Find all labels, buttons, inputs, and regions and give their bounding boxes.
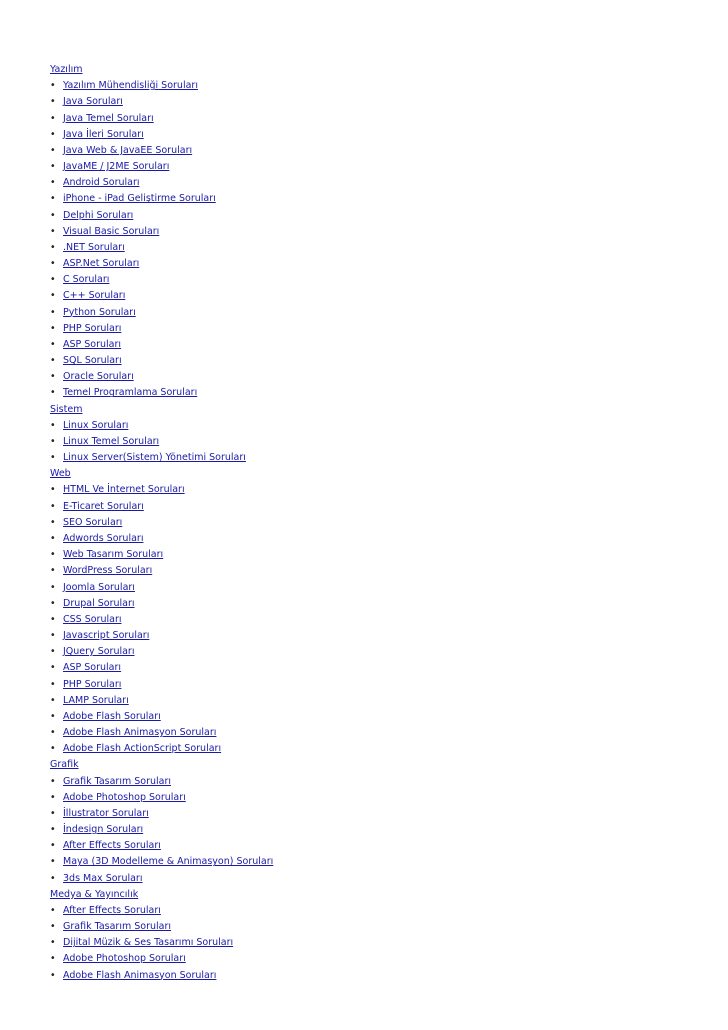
link-i-ndesign-sorulari[interactable]: İndesign Soruları bbox=[63, 824, 144, 836]
list-item bbox=[50, 660, 690, 676]
bullet-icon: • bbox=[50, 452, 56, 464]
bullet-icon: • bbox=[50, 872, 56, 884]
list-item bbox=[50, 78, 690, 94]
link-adobe-photoshop-sorulari[interactable]: Adobe Photoshop Soruları bbox=[63, 791, 186, 803]
list-item bbox=[50, 563, 690, 579]
link-asp-sorulari[interactable]: ASP Soruları bbox=[63, 662, 122, 674]
bullet-icon: • bbox=[50, 743, 56, 755]
list-item bbox=[50, 741, 690, 757]
list-item bbox=[50, 499, 690, 515]
section-heading-grafik[interactable]: Grafik bbox=[50, 759, 79, 771]
bullet-icon: • bbox=[50, 791, 56, 803]
link-c-sorulari[interactable]: C++ Soruları bbox=[63, 290, 126, 302]
list-item bbox=[50, 531, 690, 547]
bullet-icon: • bbox=[50, 306, 56, 318]
list-item bbox=[50, 677, 690, 693]
bullet-icon: • bbox=[50, 710, 56, 722]
bullet-icon: • bbox=[50, 613, 56, 625]
list-item bbox=[50, 903, 690, 919]
bullet-icon: • bbox=[50, 258, 56, 270]
bullet-icon: • bbox=[50, 322, 56, 334]
bullet-icon: • bbox=[50, 694, 56, 706]
list-item bbox=[50, 94, 690, 110]
bullet-icon: • bbox=[50, 96, 56, 108]
bullet-icon: • bbox=[50, 969, 56, 981]
list-item bbox=[50, 256, 690, 272]
link-yazilim-muhendisligi-sorulari[interactable]: Yazılım Mühendisliği Soruları bbox=[63, 80, 198, 92]
bullet-icon: • bbox=[50, 161, 56, 173]
link-java-temel-sorulari[interactable]: Java Temel Soruları bbox=[63, 112, 154, 124]
list-item bbox=[50, 580, 690, 596]
bullet-icon: • bbox=[50, 419, 56, 431]
list-item bbox=[50, 369, 690, 385]
list-item bbox=[50, 127, 690, 143]
list-item bbox=[50, 240, 690, 256]
link-css-sorulari[interactable]: CSS Soruları bbox=[63, 613, 122, 625]
link-javascript-sorulari[interactable]: Javascript Soruları bbox=[63, 630, 150, 642]
link-java-web-javaee-sorulari[interactable]: Java Web & JavaEE Soruları bbox=[63, 144, 193, 156]
section-heading-web[interactable]: Web bbox=[50, 468, 71, 480]
bullet-icon: • bbox=[50, 274, 56, 286]
bullet-icon: • bbox=[50, 435, 56, 447]
section-heading-sistem[interactable]: Sistem bbox=[50, 403, 83, 415]
bullet-icon: • bbox=[50, 500, 56, 512]
list-item bbox=[50, 596, 690, 612]
bullet-icon: • bbox=[50, 921, 56, 933]
link-maya-3d-modelleme-animasyon-sorulari[interactable]: Maya (3D Modelleme & Animasyon) Soruları bbox=[63, 856, 274, 868]
list-item bbox=[50, 385, 690, 401]
link-adobe-photoshop-sorulari[interactable]: Adobe Photoshop Soruları bbox=[63, 953, 186, 965]
link-adwords-sorulari[interactable]: Adwords Soruları bbox=[63, 532, 144, 544]
link-after-effects-sorulari[interactable]: After Effects Soruları bbox=[63, 840, 161, 852]
list-item bbox=[50, 482, 690, 498]
link-visual-basic-sorulari[interactable]: Visual Basic Soruları bbox=[63, 225, 160, 237]
list-item bbox=[50, 208, 690, 224]
list-item bbox=[50, 337, 690, 353]
bullet-icon: • bbox=[50, 678, 56, 690]
bullet-icon: • bbox=[50, 727, 56, 739]
bullet-icon: • bbox=[50, 662, 56, 674]
bullet-icon: • bbox=[50, 775, 56, 787]
link-javame-j2me-sorulari[interactable]: JavaME / J2ME Soruları bbox=[63, 161, 170, 173]
bullet-icon: • bbox=[50, 355, 56, 367]
bullet-icon: • bbox=[50, 840, 56, 852]
bullet-icon: • bbox=[50, 80, 56, 92]
bullet-icon: • bbox=[50, 824, 56, 836]
link-linux-sorulari[interactable]: Linux Soruları bbox=[63, 419, 129, 431]
list-item bbox=[50, 159, 690, 175]
list-item bbox=[50, 305, 690, 321]
list-item bbox=[50, 321, 690, 337]
list-item bbox=[50, 612, 690, 628]
link-java-sorulari[interactable]: Java Soruları bbox=[63, 96, 123, 108]
list-item bbox=[50, 450, 690, 466]
bullet-icon: • bbox=[50, 856, 56, 868]
link-android-sorulari[interactable]: Android Soruları bbox=[63, 177, 140, 189]
bullet-icon: • bbox=[50, 904, 56, 916]
list-item bbox=[50, 143, 690, 159]
link-linux-temel-sorulari[interactable]: Linux Temel Soruları bbox=[63, 435, 160, 447]
link-asp-net-sorulari[interactable]: ASP.Net Soruları bbox=[63, 258, 140, 270]
bullet-icon: • bbox=[50, 532, 56, 544]
list-item bbox=[50, 709, 690, 725]
bullet-icon: • bbox=[50, 112, 56, 124]
link-seo-sorulari[interactable]: SEO Soruları bbox=[63, 516, 123, 528]
link-wordpress-sorulari[interactable]: WordPress Soruları bbox=[63, 565, 153, 577]
link-java-i-leri-sorulari[interactable]: Java İleri Soruları bbox=[63, 128, 144, 140]
bullet-icon: • bbox=[50, 937, 56, 949]
link-c-sorulari[interactable]: C Soruları bbox=[63, 274, 110, 286]
bullet-icon: • bbox=[50, 807, 56, 819]
list-item bbox=[50, 515, 690, 531]
link-html-ve-i-nternet-sorulari[interactable]: HTML Ve İnternet Soruları bbox=[63, 484, 185, 496]
bullet-icon: • bbox=[50, 144, 56, 156]
list-item bbox=[50, 191, 690, 207]
bullet-icon: • bbox=[50, 225, 56, 237]
link-web-tasarim-sorulari[interactable]: Web Tasarım Soruları bbox=[63, 549, 164, 561]
list-item bbox=[50, 935, 690, 951]
bullet-icon: • bbox=[50, 953, 56, 965]
list-item bbox=[50, 288, 690, 304]
list-item bbox=[50, 175, 690, 191]
bullet-icon: • bbox=[50, 565, 56, 577]
bullet-icon: • bbox=[50, 516, 56, 528]
bullet-icon: • bbox=[50, 484, 56, 496]
list-item bbox=[50, 434, 690, 450]
link-grafik-tasarim-sorulari[interactable]: Grafik Tasarım Soruları bbox=[63, 775, 172, 787]
link-php-sorulari[interactable]: PHP Soruları bbox=[63, 322, 122, 334]
link-drupal-sorulari[interactable]: Drupal Soruları bbox=[63, 597, 135, 609]
bullet-icon: • bbox=[50, 549, 56, 561]
list-item bbox=[50, 968, 690, 984]
bullet-icon: • bbox=[50, 646, 56, 658]
link-iphone-ipad-gelistirme-sorulari[interactable]: iPhone - iPad Geliştirme Soruları bbox=[63, 193, 216, 205]
link-adobe-flash-actionscript-sorulari[interactable]: Adobe Flash ActionScript Soruları bbox=[63, 743, 222, 755]
bullet-icon: • bbox=[50, 581, 56, 593]
bullet-icon: • bbox=[50, 128, 56, 140]
list-item bbox=[50, 272, 690, 288]
section-heading-yazilim[interactable]: Yazılım bbox=[50, 64, 83, 75]
list-item bbox=[50, 871, 690, 887]
list-item bbox=[50, 547, 690, 563]
link-dijital-muzik-ses-tasarimi-sorulari[interactable]: Dijital Müzik & Ses Tasarımı Soruları bbox=[63, 937, 234, 949]
bullet-icon: • bbox=[50, 290, 56, 302]
list-item bbox=[50, 822, 690, 838]
link-i-llustrator-sorulari[interactable]: İllustrator Soruları bbox=[63, 807, 149, 819]
link-asp-sorulari[interactable]: ASP Soruları bbox=[63, 338, 122, 350]
list-item bbox=[50, 644, 690, 660]
list-item bbox=[50, 725, 690, 741]
bullet-icon: • bbox=[50, 338, 56, 350]
list-item bbox=[50, 628, 690, 644]
link-grafik-tasarim-sorulari[interactable]: Grafik Tasarım Soruları bbox=[63, 921, 172, 933]
bullet-icon: • bbox=[50, 371, 56, 383]
link-adobe-flash-animasyon-sorulari[interactable]: Adobe Flash Animasyon Soruları bbox=[63, 727, 217, 739]
link-delphi-sorulari[interactable]: Delphi Soruları bbox=[63, 209, 134, 221]
bullet-icon: • bbox=[50, 177, 56, 189]
bullet-icon: • bbox=[50, 597, 56, 609]
link-e-ticaret-sorulari[interactable]: E-Ticaret Soruları bbox=[63, 500, 144, 512]
link-adobe-flash-sorulari[interactable]: Adobe Flash Soruları bbox=[63, 710, 161, 722]
link-lamp-sorulari[interactable]: LAMP Soruları bbox=[63, 694, 129, 706]
list-item bbox=[50, 806, 690, 822]
list-item bbox=[50, 854, 690, 870]
list-item bbox=[50, 693, 690, 709]
link-sql-sorulari[interactable]: SQL Soruları bbox=[63, 355, 122, 367]
list-item bbox=[50, 353, 690, 369]
bullet-icon: • bbox=[50, 387, 56, 399]
bullet-icon: • bbox=[50, 630, 56, 642]
link-3ds-max-sorulari[interactable]: 3ds Max Soruları bbox=[63, 872, 143, 884]
list-item bbox=[50, 774, 690, 790]
section-heading-medya-yayincilik[interactable]: Medya & Yayıncılık bbox=[50, 888, 139, 900]
category-list bbox=[50, 62, 690, 984]
link-jquery-sorulari[interactable]: JQuery Soruları bbox=[63, 646, 135, 658]
link-temel-programlama-sorulari[interactable]: Temel Programlama Soruları bbox=[63, 387, 198, 399]
list-item bbox=[50, 111, 690, 127]
link-linux-server-sistem-yonetimi-sorulari[interactable]: Linux Server(Sistem) Yönetimi Soruları bbox=[63, 452, 246, 464]
link-adobe-flash-animasyon-sorulari[interactable]: Adobe Flash Animasyon Soruları bbox=[63, 969, 217, 981]
link-php-sorulari[interactable]: PHP Soruları bbox=[63, 678, 122, 690]
bullet-icon: • bbox=[50, 241, 56, 253]
link-python-sorulari[interactable]: Python Soruları bbox=[63, 306, 136, 318]
list-item bbox=[50, 224, 690, 240]
link-oracle-sorulari[interactable]: Oracle Soruları bbox=[63, 371, 134, 383]
list-item bbox=[50, 838, 690, 854]
list-item bbox=[50, 790, 690, 806]
link-after-effects-sorulari[interactable]: After Effects Soruları bbox=[63, 904, 161, 916]
list-item bbox=[50, 418, 690, 434]
list-item bbox=[50, 919, 690, 935]
bullet-icon: • bbox=[50, 209, 56, 221]
link-net-sorulari[interactable]: .NET Soruları bbox=[63, 241, 125, 253]
list-item bbox=[50, 951, 690, 967]
link-joomla-sorulari[interactable]: Joomla Soruları bbox=[63, 581, 135, 593]
bullet-icon: • bbox=[50, 193, 56, 205]
